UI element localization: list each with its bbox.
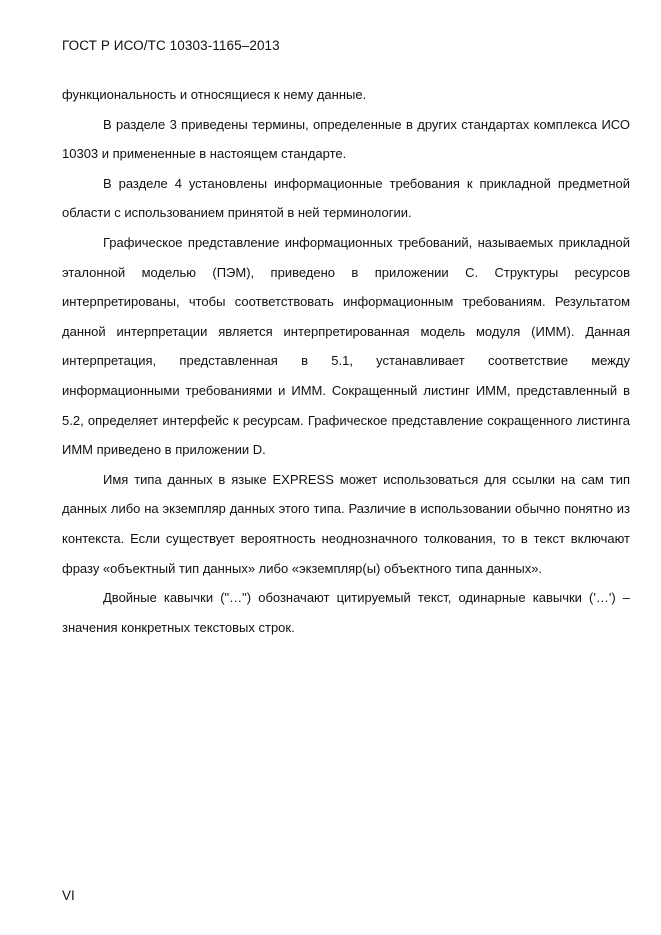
page-number: VI	[62, 888, 75, 903]
paragraph-quotes: Двойные кавычки ("…") обозначают цитируемый текст, одинарные кавычки ('…') – значения конкретных текстовых строк.	[62, 590, 630, 635]
paragraph-express-types: Имя типа данных в языке EXPRESS может использоваться для ссылки на сам тип данных либо на экземпляр данных этого типа. Различие в использовании обычно понятно из контекста. Если существует вероятность неоднозначного толкования, то в текст включают фразу «объектный тип данных» либо «экземпляр(ы) объектного типа данных».	[62, 471, 630, 576]
paragraph-section-4: В разделе 4 установлены информационные требования к прикладной предметной области с использованием принятой в ней терминологии.	[62, 175, 630, 221]
document-body	[62, 80, 630, 642]
paragraph-continuation: функциональность и относящиеся к нему данные.	[62, 87, 367, 102]
paragraph-arm-representation: Графическое представление информационных требований, называемых прикладной эталонной моделью (ПЭМ), приведено в приложении С. Структуры ресурсов интерпретированы, чтобы соответствовать информационным требованиям. Результатом данной интерпретации является интерпретированная модель модуля (ИММ). Данная интерпретация, представленная в 5.1, устанавливает соответствие между информационными требованиями и ИММ. Сокращенный листинг ИММ, представленный в 5.2, определяет интерфейс к ресурсам. Графическое представление сокращенного листинга ИММ приведено в приложении D.	[62, 234, 630, 458]
paragraph-section-3: В разделе 3 приведены термины, определенные в других стандартах комплекса ИСО 10303 и примененные в настоящем стандарте.	[62, 116, 630, 162]
document-header: ГОСТ Р ИСО/ТС 10303-1165–2013	[62, 38, 280, 53]
